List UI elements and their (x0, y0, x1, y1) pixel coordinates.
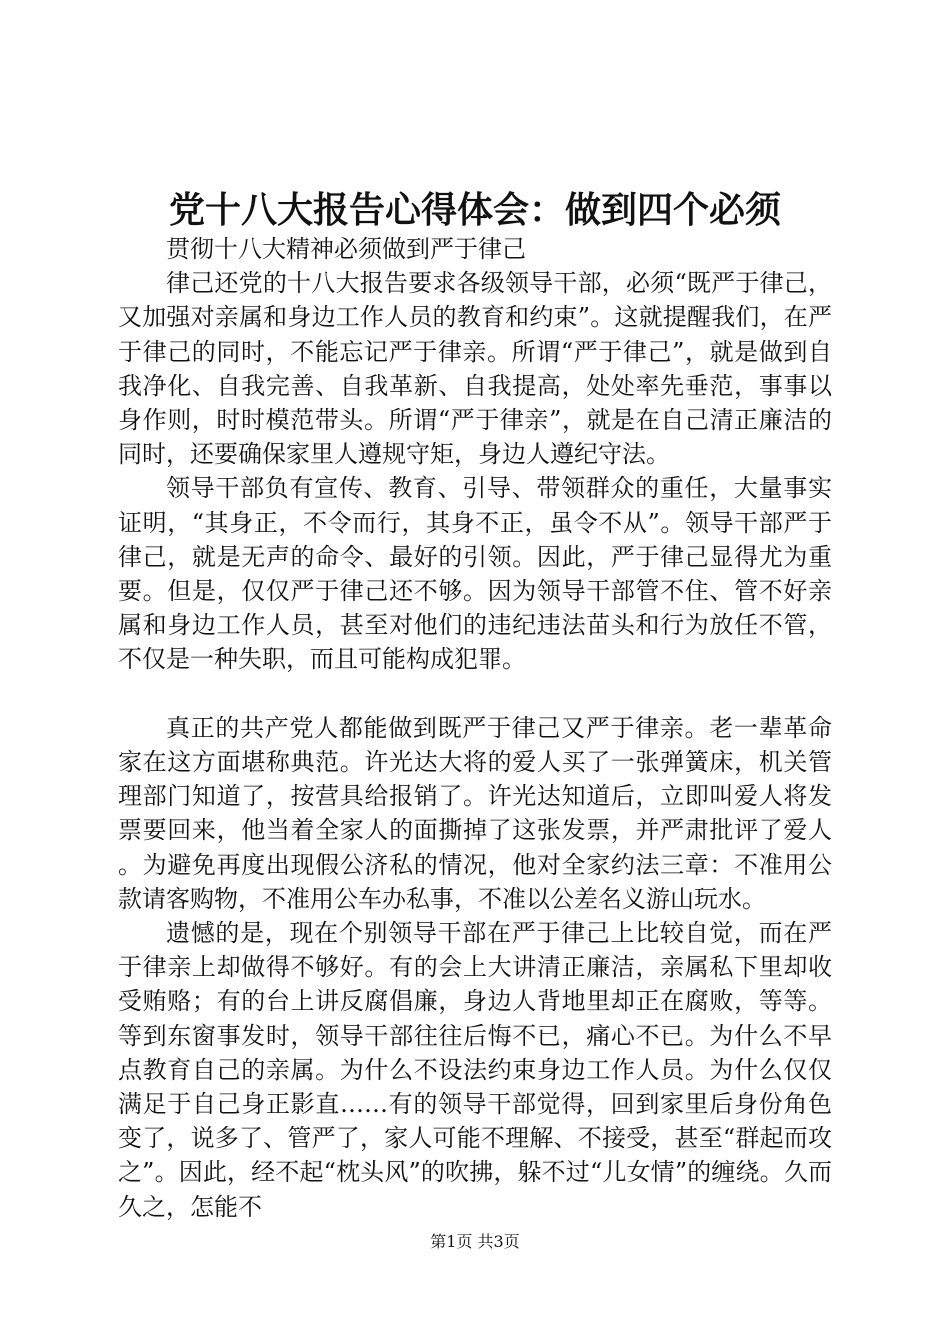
paragraph-spacer (118, 677, 832, 711)
document-title: 党十八大报告心得体会：做到四个必须 (168, 189, 781, 231)
paragraph-4: 遗憾的是，现在个别领导干部在严于律己上比较自觉，而在严于律亲上却做得不够好。有的会上大讲清正廉洁，亲属私下里却收受贿赂；有的台上讲反腐倡廉，身边人背地里却正在腐败，等等。等到东窗事发时，领导干部往往后悔不已，痛心不已。为什么不早点教育自己的亲属。为什么不设法约束身边工作人员。为什么仅仅满足于自己身正影直……有的领导干部觉得，回到家里后身份角色变了，说多了、管严了，家人可能不理解、不接受，甚至“群起而攻之”。因此，经不起“枕头风”的吹拂，躲不过“儿女情”的缠绕。久而久之，怎能不 (118, 919, 832, 1221)
paragraph-1: 律己还党的十八大报告要求各级领导干部，必须“既严于律己，又加强对亲属和身边工作人员的教育和约束”。这就提醒我们，在严于律己的同时，不能忘记严于律亲。所谓“严于律己”，就是做到自我净化、自我完善、自我革新、自我提高，处处率先垂范，事事以身作则，时时模范带头。所谓“严于律亲”，就是在自己清正廉洁的同时，还要确保家里人遵规守矩，身边人遵纪守法。 (118, 269, 832, 469)
page-number: 第1页 共3页 (430, 1232, 520, 1251)
document-body (118, 232, 832, 1224)
paragraph-2: 领导干部负有宣传、教育、引导、带领群众的重任，大量事实证明，“其身正，不令而行，其身不正，虽令不从”。领导干部严于律己，就是无声的命令、最好的引领。因此，严于律己显得尤为重要。但是，仅仅严于律己还不够。因为领导干部管不住、管不好亲属和身边工作人员，甚至对他们的违纪违法苗头和行为放任不管，不仅是一种失职，而且可能构成犯罪。 (118, 474, 832, 674)
document-subtitle: 贯彻十八大精神必须做到严于律己 (166, 235, 526, 263)
paragraph-3: 真正的共产党人都能做到既严于律己又严于律亲。老一辈革命家在这方面堪称典范。许光达大将的爱人买了一张弹簧床，机关管理部门知道了，按营具给报销了。许光达知道后，立即叫爱人将发票要回来，他当着全家人的面撕掉了这张发票，并严肃批评了爱人。为避免再度出现假公济私的情况，他对全家约法三章：不准用公款请客购物，不准用公车办私事，不准以公差名义游山玩水。 (118, 713, 832, 913)
